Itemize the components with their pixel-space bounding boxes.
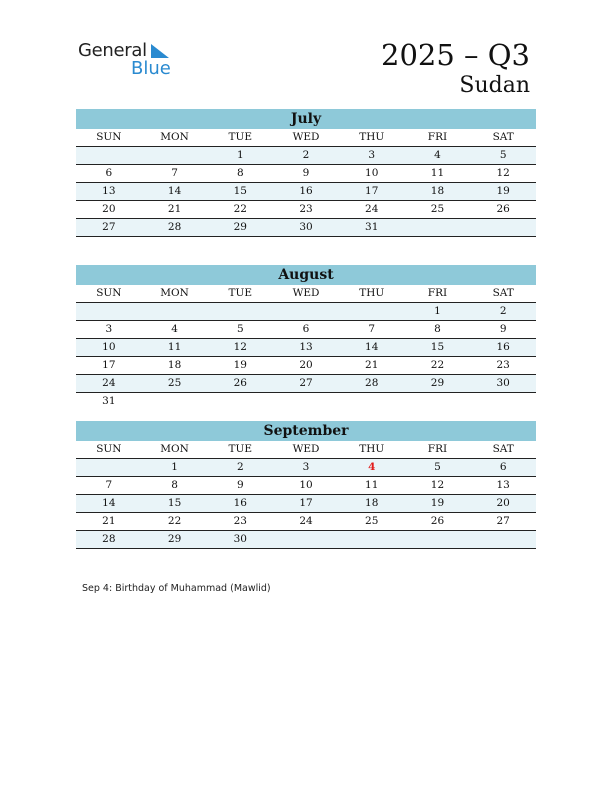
week-row	[76, 165, 536, 183]
month-name: September	[76, 421, 536, 441]
empty-day-cell	[142, 147, 208, 164]
empty-day-cell	[207, 303, 273, 320]
day-cell: 20	[299, 359, 313, 371]
day-cell: 28	[365, 377, 379, 389]
day-cell: 21	[167, 203, 182, 215]
day-cell: 18	[365, 497, 379, 509]
week-row	[76, 339, 536, 357]
day-cell: 27	[496, 515, 510, 527]
holiday-note: Sep 4: Birthday of Muhammad (Mawlid)	[82, 583, 271, 594]
week-row	[76, 477, 536, 495]
week-row	[76, 375, 536, 393]
week-row	[76, 357, 536, 375]
day-cell: 4	[368, 461, 376, 473]
day-cell: 22	[167, 515, 182, 527]
empty-day-cell	[339, 531, 405, 548]
day-cell: 19	[233, 359, 247, 371]
weekday-label: SUN	[96, 287, 122, 299]
day-cell: 24	[102, 377, 116, 389]
weekday-label: SAT	[492, 131, 514, 143]
day-cell: 15	[430, 341, 445, 353]
day-cell: 25	[430, 203, 445, 215]
weekday-label: FRI	[427, 443, 448, 455]
day-cell: 13	[496, 479, 510, 491]
day-cell: 18	[430, 185, 445, 197]
weekday-label: FRI	[427, 287, 448, 299]
day-cell: 13	[299, 341, 313, 353]
day-cell: 7	[171, 167, 178, 179]
day-cell: 29	[233, 221, 247, 233]
month-name: July	[76, 109, 536, 129]
weekday-label: MON	[160, 443, 189, 455]
day-cell: 2	[302, 149, 310, 161]
day-cell: 19	[496, 185, 510, 197]
weekday-label: THU	[359, 443, 385, 455]
weekday-label: THU	[359, 131, 385, 143]
day-cell: 15	[233, 185, 247, 197]
day-cell: 9	[236, 479, 244, 491]
day-cell: 16	[496, 341, 510, 353]
weekday-label: THU	[359, 287, 385, 299]
empty-day-cell	[273, 531, 339, 548]
day-cell: 11	[430, 167, 445, 179]
week-row	[76, 495, 536, 513]
day-cell: 10	[299, 479, 313, 491]
day-cell: 24	[299, 515, 313, 527]
weekday-label: SAT	[492, 287, 514, 299]
weekday-header-row	[76, 441, 536, 459]
day-cell: 27	[299, 377, 313, 389]
day-cell: 22	[430, 359, 445, 371]
weekday-label: SAT	[492, 443, 514, 455]
week-row	[76, 219, 536, 237]
month-september	[76, 421, 536, 549]
day-cell: 7	[105, 479, 113, 491]
day-cell: 10	[365, 167, 379, 179]
week-row	[76, 393, 536, 410]
day-cell: 29	[430, 377, 445, 389]
day-cell: 1	[236, 149, 244, 161]
weekday-label: WED	[292, 131, 320, 143]
day-cell: 11	[167, 341, 182, 353]
day-cell: 30	[299, 221, 313, 233]
day-cell: 31	[365, 221, 379, 233]
empty-day-cell	[76, 459, 142, 476]
month-august	[76, 265, 536, 410]
day-cell: 8	[171, 479, 178, 491]
weekday-label: FRI	[427, 131, 448, 143]
day-cell: 30	[233, 533, 247, 545]
empty-day-cell	[142, 303, 208, 320]
weekday-label: SUN	[96, 131, 122, 143]
country-name: Sudan	[459, 73, 530, 98]
empty-day-cell	[207, 393, 273, 410]
day-cell: 25	[167, 377, 182, 389]
day-cell: 17	[299, 497, 313, 509]
day-cell: 6	[105, 167, 113, 179]
day-cell: 30	[496, 377, 510, 389]
day-cell: 26	[233, 377, 247, 389]
week-row	[76, 531, 536, 549]
day-cell: 24	[365, 203, 379, 215]
day-cell: 1	[171, 461, 178, 473]
day-cell: 1	[434, 305, 441, 317]
empty-day-cell	[405, 531, 471, 548]
empty-day-cell	[470, 393, 536, 410]
empty-day-cell	[339, 393, 405, 410]
day-cell: 7	[368, 323, 376, 335]
week-row	[76, 183, 536, 201]
weekday-header-row	[76, 129, 536, 147]
day-cell: 12	[233, 341, 247, 353]
day-cell: 23	[496, 359, 510, 371]
day-cell: 21	[365, 359, 379, 371]
holiday-notes	[82, 583, 271, 594]
day-cell: 21	[102, 515, 116, 527]
day-cell: 13	[102, 185, 116, 197]
weekday-label: MON	[160, 131, 189, 143]
week-row	[76, 201, 536, 219]
week-row	[76, 321, 536, 339]
day-cell: 2	[236, 461, 244, 473]
day-cell: 14	[167, 185, 182, 197]
weekday-label: SUN	[96, 443, 122, 455]
weekday-label: TUE	[228, 287, 253, 299]
day-cell: 16	[299, 185, 313, 197]
day-cell: 5	[236, 323, 244, 335]
day-cell: 6	[302, 323, 310, 335]
month-name: August	[76, 265, 536, 285]
day-cell: 4	[171, 323, 178, 335]
day-cell: 27	[102, 221, 116, 233]
day-cell: 19	[430, 497, 445, 509]
day-cell: 9	[499, 323, 507, 335]
day-cell: 20	[496, 497, 510, 509]
week-row	[76, 303, 536, 321]
day-cell: 17	[102, 359, 116, 371]
day-cell: 11	[365, 479, 379, 491]
empty-day-cell	[470, 531, 536, 548]
day-cell: 3	[302, 461, 310, 473]
empty-day-cell	[273, 393, 339, 410]
weekday-label: TUE	[228, 131, 253, 143]
day-cell: 18	[167, 359, 182, 371]
day-cell: 8	[434, 323, 441, 335]
day-cell: 5	[499, 149, 507, 161]
day-cell: 6	[499, 461, 507, 473]
day-cell: 28	[102, 533, 116, 545]
day-cell: 20	[102, 203, 116, 215]
empty-day-cell	[339, 303, 405, 320]
day-cell: 29	[167, 533, 182, 545]
day-cell: 12	[430, 479, 445, 491]
day-cell: 9	[302, 167, 310, 179]
empty-day-cell	[470, 219, 536, 236]
empty-day-cell	[405, 393, 471, 410]
weekday-label: TUE	[228, 443, 253, 455]
day-cell: 4	[434, 149, 441, 161]
day-cell: 3	[105, 323, 113, 335]
logo-text-blue: Blue	[131, 58, 171, 79]
day-cell: 10	[102, 341, 116, 353]
month-july	[76, 109, 536, 237]
day-cell: 26	[430, 515, 445, 527]
day-cell: 25	[365, 515, 379, 527]
empty-day-cell	[273, 303, 339, 320]
day-cell: 23	[299, 203, 313, 215]
week-row	[76, 147, 536, 165]
day-cell: 14	[365, 341, 379, 353]
generalblue-logo	[78, 40, 188, 80]
day-cell: 12	[496, 167, 510, 179]
empty-day-cell	[142, 393, 208, 410]
day-cell: 23	[233, 515, 247, 527]
day-cell: 16	[233, 497, 247, 509]
weekday-label: WED	[292, 287, 320, 299]
page-title: 2025 – Q3	[381, 38, 530, 72]
empty-day-cell	[76, 303, 142, 320]
empty-day-cell	[76, 147, 142, 164]
logo-text-general: General	[78, 40, 147, 61]
day-cell: 28	[167, 221, 182, 233]
day-cell: 3	[368, 149, 376, 161]
day-cell: 8	[236, 167, 244, 179]
weekday-header-row	[76, 285, 536, 303]
day-cell: 31	[102, 395, 116, 407]
empty-day-cell	[405, 219, 471, 236]
weekday-label: MON	[160, 287, 189, 299]
day-cell: 14	[102, 497, 116, 509]
weekday-label: WED	[292, 443, 320, 455]
day-cell: 26	[496, 203, 510, 215]
week-row	[76, 513, 536, 531]
week-row	[76, 459, 536, 477]
day-cell: 22	[233, 203, 247, 215]
day-cell: 17	[365, 185, 379, 197]
day-cell: 5	[434, 461, 441, 473]
day-cell: 15	[167, 497, 182, 509]
day-cell: 2	[499, 305, 507, 317]
